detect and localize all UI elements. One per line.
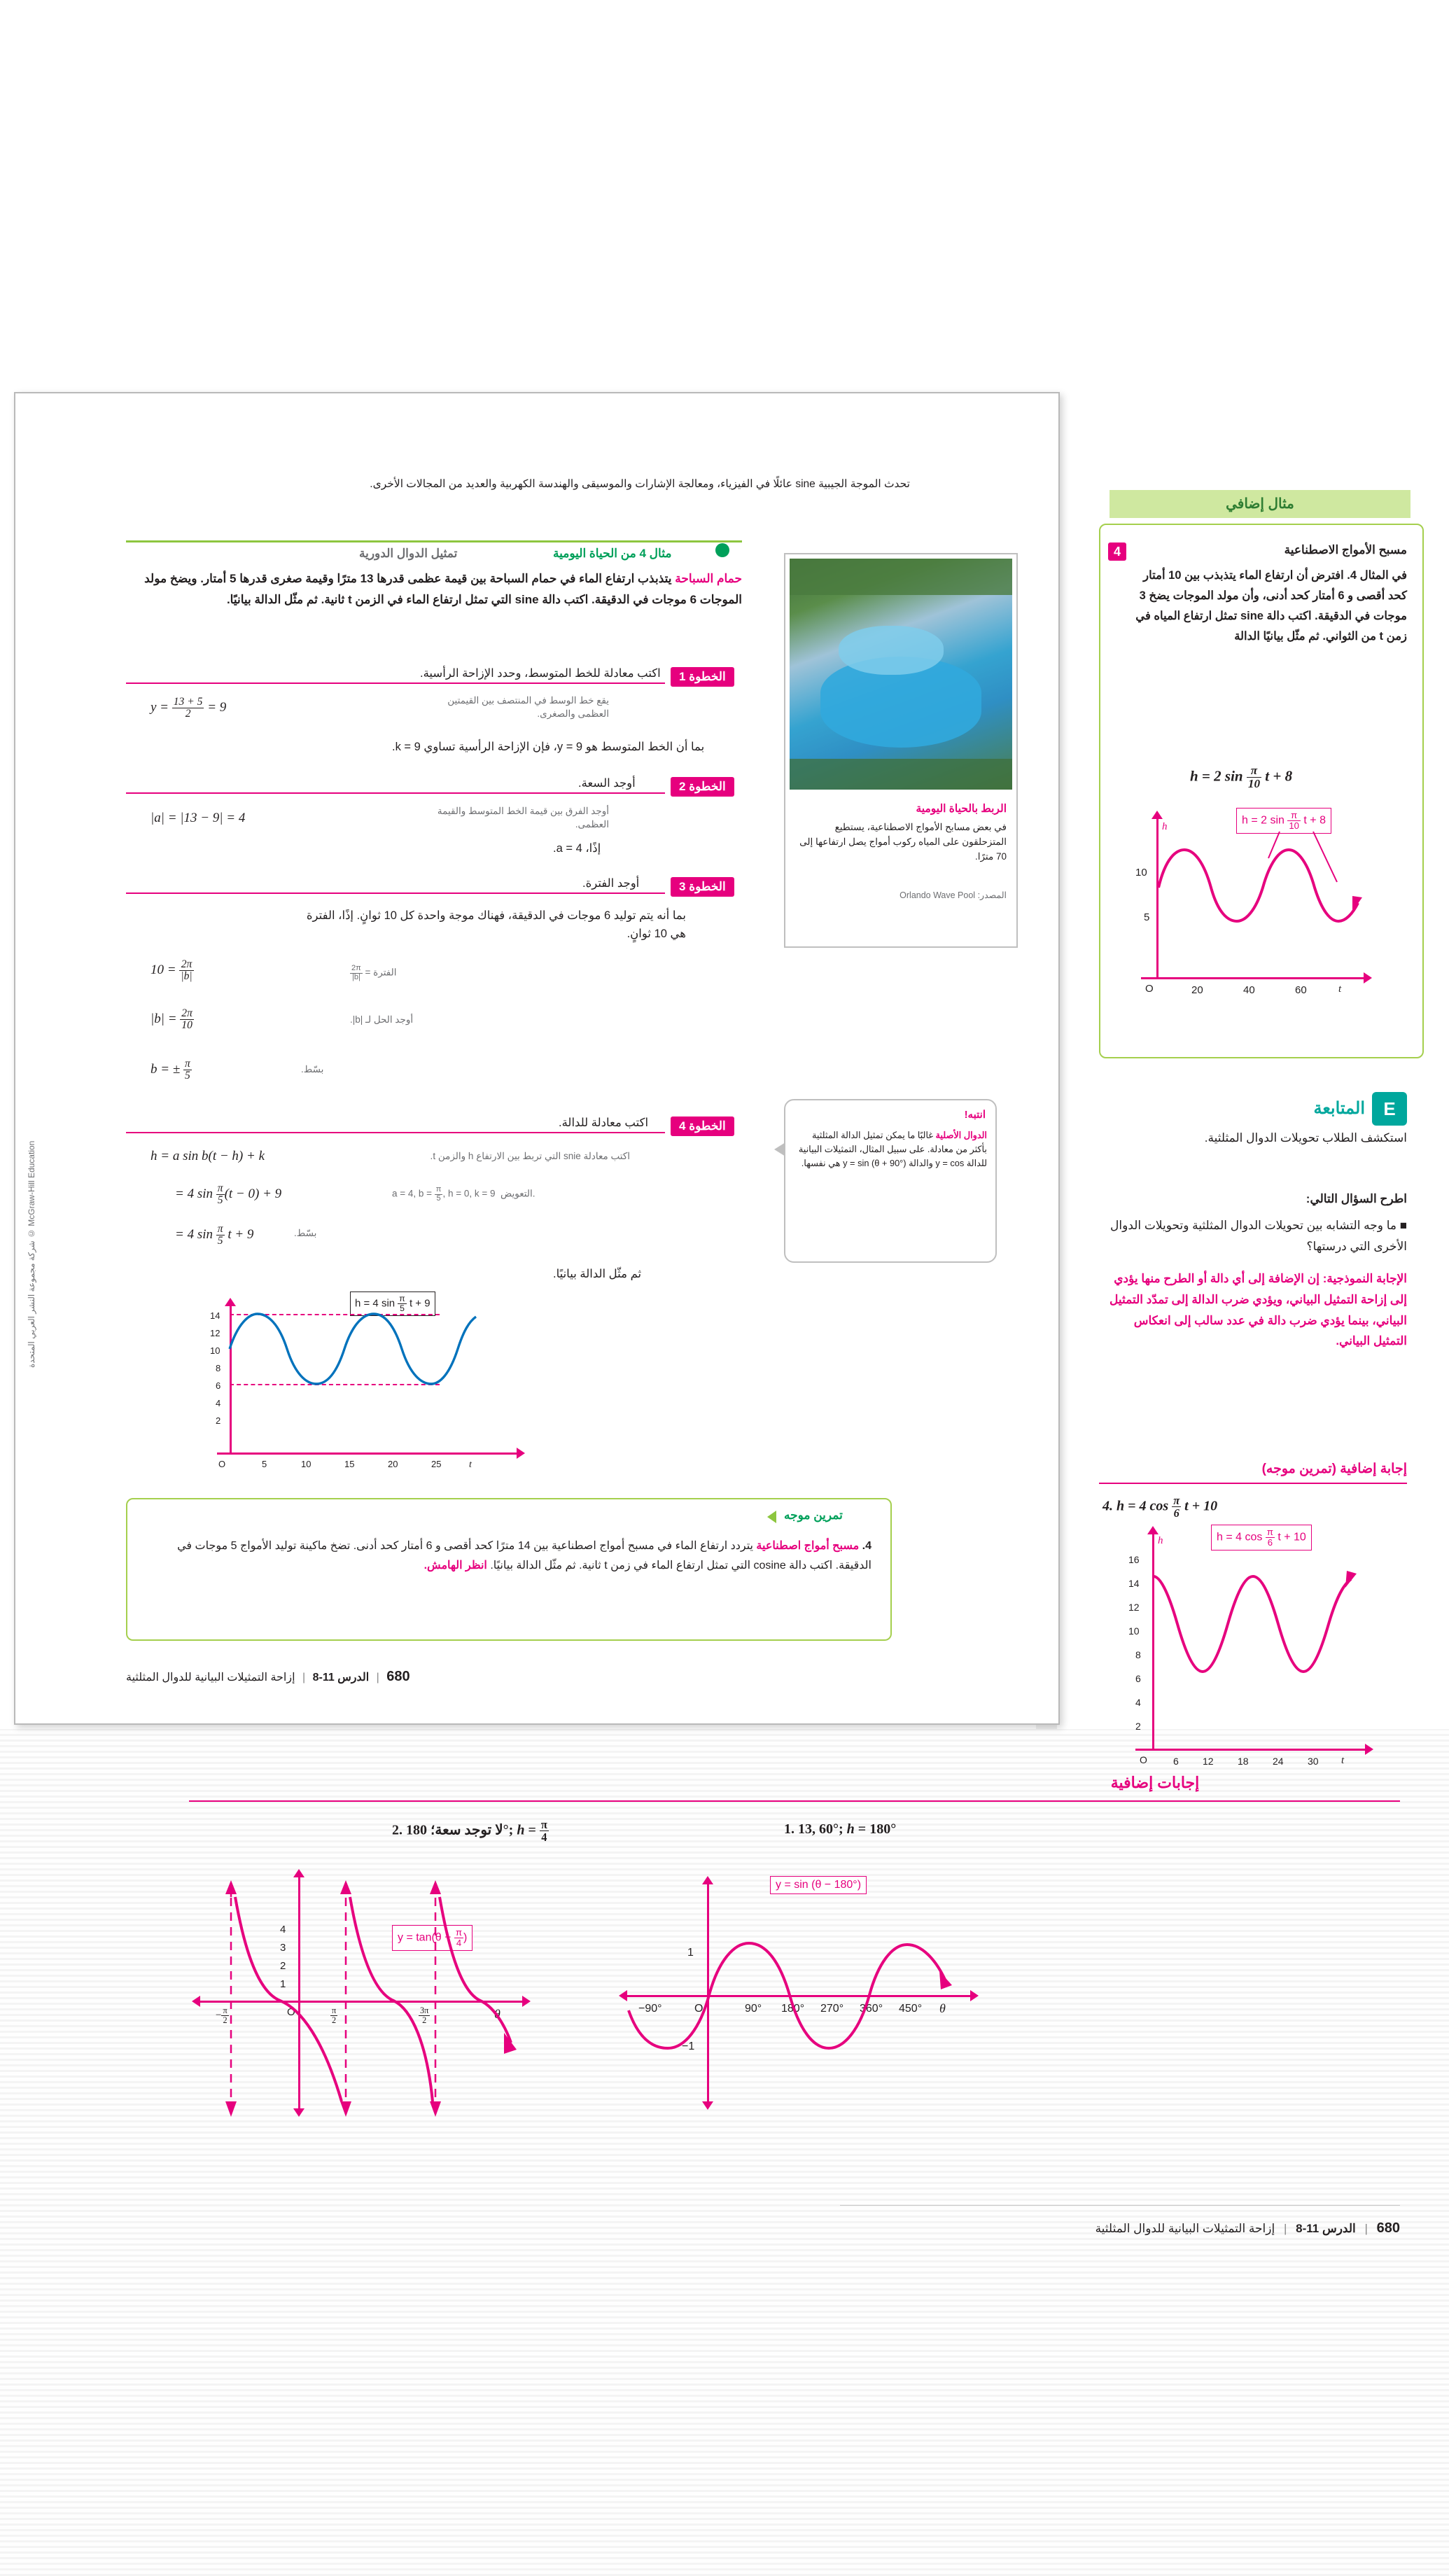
chart-bottom-tan-xlabel-negpi2: − $\frac{\pi}{2}$ xyxy=(216,2005,227,2025)
chart-bottom-sine-label: y = sin (θ − 180°) xyxy=(770,1876,867,1894)
answer-lead: الإجابة النموذجية: xyxy=(1322,1272,1407,1285)
chart-ylabel-8: 8 xyxy=(216,1363,221,1373)
chart-extra-label: h = 4 cos $\frac{\pi}{6}$ t + 10 xyxy=(1211,1525,1312,1550)
step3-tab: الخطوة 3 xyxy=(671,877,734,897)
chart-bottom-sine-xlabel-180: 180° xyxy=(781,2003,805,2015)
step1-rule xyxy=(126,682,665,684)
chart-sidebar-xaxis-title: t xyxy=(1338,983,1342,995)
sidebar-example-badge: 4 xyxy=(1108,542,1126,561)
chart-extra-ylabel-6: 6 xyxy=(1135,1673,1141,1684)
chart-bottom-tan-curves xyxy=(175,1855,567,2149)
step3-math1: 10 = $\frac{2\pi}{|b|}$ xyxy=(150,958,192,983)
bottom-heading: إجابات إضافية xyxy=(1110,1774,1200,1791)
chart-bottom-sine-origin: O xyxy=(694,2003,704,2015)
chart-sidebar-ylabel-h: h xyxy=(1162,821,1168,832)
sheet-footer-lesson: الدرس 11-8 xyxy=(312,1672,370,1684)
step2-math1: |a| = |13 − 9| = 4 xyxy=(150,811,246,825)
step4-after: ثم مثّل الدالة بيانيًا. xyxy=(553,1268,642,1280)
chart-extra-answer xyxy=(1092,1518,1407,1798)
chart-bottom-tan-ylabel-3: 3 xyxy=(280,1942,286,1954)
real-life-source: المصدر: Orlando Wave Pool xyxy=(899,890,1007,900)
chart-bottom-sine-xlabel-90: 90° xyxy=(745,2003,762,2015)
step4-math2: = 4 sin $\frac{\pi}{5}$ (t − 0) + 9 xyxy=(175,1182,282,1207)
guided-text: يتردد ارتفاع الماء في مسبح أمواج اصطناعية بين 14 مترًا كحد أقصى و 6 أمتار كحد أدنى. تضخ ماكينة توليد الأمواج 5 موجات في الدقيقة. اكتب دالة cosine التي تمثل ارتفاع الماء في زمن t ثانية. ثم مثّل الدالة بيانيًا. xyxy=(177,1540,872,1572)
chart-xlabel-25: 25 xyxy=(431,1459,442,1469)
chart-extra-ylabel-12: 12 xyxy=(1128,1602,1140,1613)
chart-sidebar-xlabel-40: 40 xyxy=(1243,984,1255,996)
chart-sidebar-example xyxy=(1106,798,1407,1029)
chart-extra-xlabel-6: 6 xyxy=(1173,1756,1179,1767)
chart-extra-xlabel-18: 18 xyxy=(1238,1756,1249,1767)
example-heading-left: تمثيل الدوال الدورية xyxy=(359,547,458,560)
caution-title: انتبه! xyxy=(964,1109,986,1121)
extra-answer-heading: إجابة إضافية (تمرين موجه) xyxy=(1099,1460,1407,1484)
example-heading-right: مثال 4 من الحياة اليومية xyxy=(553,547,672,560)
chart-ylabel-14: 14 xyxy=(210,1310,220,1321)
guided-heading: تمرين موجه xyxy=(784,1508,843,1522)
chart-bottom-sine xyxy=(595,1855,1029,2149)
caution-body xyxy=(795,1128,987,1170)
sheet-footer-page: 680 xyxy=(386,1669,410,1684)
guided-number: 4. xyxy=(862,1540,872,1552)
real-life-callout xyxy=(784,553,1018,948)
chart-xlabel-10: 10 xyxy=(301,1459,312,1469)
chart-bottom-sine-xlabel-270: 270° xyxy=(820,2003,844,2015)
chart-sidebar-curve xyxy=(1106,798,1407,1029)
guided-label: مسبح أمواج اصطناعية xyxy=(756,1540,860,1552)
guided-item xyxy=(144,1536,872,1576)
step1-tab: الخطوة 1 xyxy=(671,667,734,687)
chart-xlabel-20: 20 xyxy=(388,1459,398,1469)
extra-answer-item: 4. h = 4 cos $\frac{\pi}{6}$ t + 10 xyxy=(1102,1494,1218,1520)
step3-math2: |b| = $\frac{2\pi}{10}$ xyxy=(150,1007,192,1032)
chart-xlabel-5: 5 xyxy=(262,1459,267,1469)
chart-student-curve xyxy=(189,1288,553,1477)
chart-bottom-sine-xlabel-450: 450° xyxy=(899,2003,923,2015)
step4-rule xyxy=(126,1132,665,1133)
chart-bottom-tangent xyxy=(175,1855,567,2149)
chart-sidebar-origin: O xyxy=(1145,983,1154,995)
bottom-answer-2: 2. لا توجد سعة؛ 180°; h = $\frac{\pi}{4}$ xyxy=(392,1818,547,1844)
chart-bottom-sine-xlabel-360: 360° xyxy=(860,2003,883,2015)
followup-icon: E xyxy=(1372,1092,1407,1126)
chart-student-main-label: h = 4 sin $\frac{\pi}{5}$ t + 9 xyxy=(350,1292,435,1316)
bottom-footer: 680 | الدرس 11-8 | إزاحة التمثيلات البيانية للدوال المثلثية xyxy=(1095,2220,1400,2236)
chart-extra-origin: O xyxy=(1140,1754,1147,1765)
step4-note1: اكتب معادلة snie التي تربط بين الارتفاع h والزمن t. xyxy=(430,1151,630,1161)
chart-extra-ylabel-2: 2 xyxy=(1135,1721,1141,1732)
caution-callout xyxy=(784,1099,997,1263)
sidebar-example-title: مسبح الأمواج الاصطناعية xyxy=(1284,543,1407,556)
guided-arrow-icon xyxy=(767,1511,776,1523)
step1-note: يقع خط الوسط في المنتصف بين القيمتين العظمى والصغرى. xyxy=(447,695,609,719)
chart-bottom-sine-xaxis-title: θ xyxy=(939,2001,946,2015)
chart-bottom-sine-ylabel-neg1: −1 xyxy=(682,2040,695,2052)
real-life-title: الربط بالحياة اليومية xyxy=(916,803,1007,815)
sheet-footer: 680 | الدرس 11-8 | إزاحة التمثيلات البيانية للدوال المثلثية xyxy=(126,1669,410,1684)
chart-ylabel-2: 2 xyxy=(216,1415,221,1426)
sidebar-example-body: في المثال 4. افترض أن ارتفاع الماء يتذبذب بين 10 أمتار كحد أقصى و 6 أمتار كحد أدنى، وأن مولد الموجات يضخ 3 موجات في الدقيقة. اكتب دالة sine تمثل ارتفاع المياه في زمن t من الثواني. ثم مثّل بيانيًا الدالة xyxy=(1135,569,1407,643)
chart-extra-ylabel-14: 14 xyxy=(1128,1578,1140,1589)
chart-bottom-sine-curve xyxy=(595,1855,1029,2149)
step4-tab: الخطوة 4 xyxy=(671,1116,734,1136)
step3-note2: أوجد الحل لـ |b|. xyxy=(350,1014,414,1025)
chart-sidebar-ylabel-5: 5 xyxy=(1144,911,1150,923)
step3-rule xyxy=(126,892,665,894)
chart-xlabel-15: 15 xyxy=(344,1459,355,1469)
example-heading-rule xyxy=(126,540,742,542)
chart-bottom-tan-origin: O xyxy=(287,2006,295,2018)
chart-extra-ylabel-8: 8 xyxy=(1135,1649,1141,1660)
guided-see-margin: انظر الهامش. xyxy=(424,1560,487,1572)
chart-extra-xlabel-24: 24 xyxy=(1273,1756,1284,1767)
chart-extra-ylabel-4: 4 xyxy=(1135,1697,1141,1708)
chart-extra-xaxis-title: t xyxy=(1341,1755,1345,1766)
bottom-heading-rule xyxy=(189,1800,1400,1802)
step2-tab: الخطوة 2 xyxy=(671,777,734,797)
chart-bottom-tan-xlabel-pi2: $\frac{\pi}{2}$ xyxy=(332,2005,337,2025)
chart-ylabel-6: 6 xyxy=(216,1380,221,1391)
chart-extra-curve xyxy=(1092,1518,1407,1798)
followup-text: استكشف الطلاب تحويلات الدوال المثلثية. xyxy=(1204,1131,1407,1144)
step1-title: اكتب معادلة للخط المتوسط، وحدد الإزاحة الرأسية. xyxy=(420,667,661,680)
problem-label: حمام السباحة xyxy=(675,572,742,585)
ask-bullet: ■ ما وجه التشابه بين تحويلات الدوال المثلثية وتحويلات الدوال الأخرى التي درستها؟ xyxy=(1110,1219,1407,1253)
chart-sidebar-ylabel-10: 10 xyxy=(1135,867,1147,878)
step4-title: اكتب معادلة للدالة. xyxy=(559,1116,649,1129)
chart-extra-ylabel-h: h xyxy=(1158,1535,1163,1546)
chart-sidebar-xlabel-20: 20 xyxy=(1191,984,1203,996)
step4-note2: a = 4, b = $\frac{\pi}{5}$ , h = 0, k = 9 التعويض. xyxy=(392,1185,536,1203)
bottom-footer-lesson: الدرس 11-8 xyxy=(1296,2222,1356,2235)
step4-note3: بسّط. xyxy=(294,1228,317,1238)
chart-student-main xyxy=(189,1288,553,1477)
chart-bottom-sine-xlabel-neg90: −90° xyxy=(638,2003,662,2015)
caution-text: غالبًا ما يمكن تمثيل الدالة المثلثية بأكثر من معادلة. على سبيل المثال، التمثيلات البيانية للدالة y = cos والدالة y = sin (θ + 90°) هي نفسها. xyxy=(798,1130,987,1168)
bottom-footer-title: إزاحة التمثيلات البيانية للدوال المثلثية xyxy=(1095,2222,1275,2235)
chart-bottom-tan-xlabel-3pi2: $\frac{3\pi}{2}$ xyxy=(420,2005,429,2025)
step3-note1: الفترة = $\frac{2\pi}{|b|}$ xyxy=(351,964,397,981)
chart-extra-ylabel-10: 10 xyxy=(1128,1625,1140,1637)
answer-block xyxy=(1099,1268,1407,1352)
step3-note3: بسّط. xyxy=(301,1064,324,1074)
chart-bottom-tan-xaxis-title: θ xyxy=(494,2007,500,2021)
chart-origin: O xyxy=(218,1459,226,1469)
chart-sidebar-xlabel-60: 60 xyxy=(1295,984,1307,996)
bottom-footer-page: 680 xyxy=(1376,2220,1400,2236)
step1-math2: بما أن الخط المتوسط هو y = 9، فإن الإزاحة الرأسية تساوي k = 9. xyxy=(392,741,705,753)
chart-ylabel-4: 4 xyxy=(216,1398,221,1408)
caution-lead: الدوال الأصلية xyxy=(935,1130,987,1140)
step3-math3: b = ± $\frac{\pi}{5}$ xyxy=(150,1058,190,1082)
real-life-text: في بعض مسابح الأمواج الاصطناعية، يستطيع المتزحلقون على المياه ركوب أمواج يصل ارتفاعها إلى 70 مترًا. xyxy=(799,822,1007,862)
chart-bottom-tan-ylabel-4: 4 xyxy=(280,1924,286,1935)
example-bullet-icon xyxy=(715,543,729,557)
sidebar-example-formula: h = 2 sin $\frac{\pi}{10}$ t + 8 xyxy=(1190,764,1293,791)
bottom-footer-rule xyxy=(840,2205,1400,2206)
publisher-credit: McGraw-Hill Education © شركة مجموعة النشر العربي المتحدة xyxy=(27,1141,36,1368)
chart-bottom-tan-ylabel-2: 2 xyxy=(280,1960,286,1972)
answer-text: إن الإضافة إلى أي دالة أو الطرح منها يؤدي إلى إزاحة التمثيل البياني، ويؤدي ضرب الدالة إلى تمدّد التمثيل البياني، بينما يؤدي ضرب دالة في عدد سالب إلى انعكاس التمثيل البياني. xyxy=(1110,1272,1407,1348)
step1-math1: y = $\frac{13 + 5}{2}$ = 9 xyxy=(150,696,227,720)
step3-intro: بما أنه يتم توليد 6 موجات في الدقيقة، فهناك موجة واحدة كل 10 ثوانٍ. إذًا، الفترة هي 10 ثوانٍ. xyxy=(306,909,686,941)
step2-math2: إذًا، a = 4. xyxy=(553,842,601,855)
wave-pool-photo xyxy=(790,559,1012,790)
chart-bottom-sine-ylabel-1: 1 xyxy=(687,1947,694,1959)
problem-statement xyxy=(126,568,742,610)
step4-math3: = 4 sin $\frac{\pi}{5}$ t + 9 xyxy=(175,1223,254,1247)
step4-math1: h = a sin b(t − h) + k xyxy=(150,1149,265,1163)
step2-rule xyxy=(126,792,665,794)
step2-note: أوجد الفرق بين قيمة الخط المتوسط والقيمة العظمى. xyxy=(437,806,609,830)
bottom-answer-1: 1. 13, 60°; h = 180° xyxy=(784,1821,897,1837)
chart-extra-xlabel-30: 30 xyxy=(1308,1756,1319,1767)
chart-extra-ylabel-16: 16 xyxy=(1128,1554,1140,1565)
chart-bottom-tan-ylabel-1: 1 xyxy=(280,1978,286,1990)
ask-heading: اطرح السؤال التالي: xyxy=(1306,1192,1407,1205)
chart-xaxis-title: t xyxy=(469,1460,472,1470)
chart-ylabel-10: 10 xyxy=(210,1345,220,1356)
sheet-footer-title: إزاحة التمثيلات البيانية للدوال المثلثية xyxy=(126,1672,295,1684)
followup-heading: المتابعة xyxy=(1313,1099,1365,1118)
problem-text: يتذبذب ارتفاع الماء في حمام السباحة بين قيمة عظمى قدرها 13 مترًا وقيمة صغرى قدرها 5 أمتار. ويضخ مولد الموجات 6 موجات في الدقيقة. اكتب دالة sine التي تمثل ارتفاع الماء في الزمن t ثانية. ثم مثّل الدالة بيانيًا. xyxy=(144,572,742,606)
ask-bullet-text: ما وجه التشابه بين تحويلات الدوال المثلثية وتحويلات الدوال الأخرى التي درستها؟ xyxy=(1110,1219,1407,1253)
chart-extra-xlabel-12: 12 xyxy=(1203,1756,1214,1767)
chart-sidebar-label: h = 2 sin $\frac{\pi}{10}$ t + 8 xyxy=(1236,808,1331,834)
top-note: تحدث الموجة الجيبية sine عائلًا في الفيزياء، ومعالجة الإشارات والموسيقى والهندسة الكهربية والعديد من المجالات الأخرى. xyxy=(370,478,910,490)
chart-ylabel-12: 12 xyxy=(210,1328,220,1338)
step3-title: أوجد الفترة. xyxy=(582,877,640,890)
chart-bottom-tangent-label: y = tan(θ − $\frac{\pi}{4}$ ) xyxy=(392,1925,472,1951)
step2-title: أوجد السعة. xyxy=(578,777,636,790)
sidebar-header: مثال إضافي xyxy=(1110,490,1410,518)
